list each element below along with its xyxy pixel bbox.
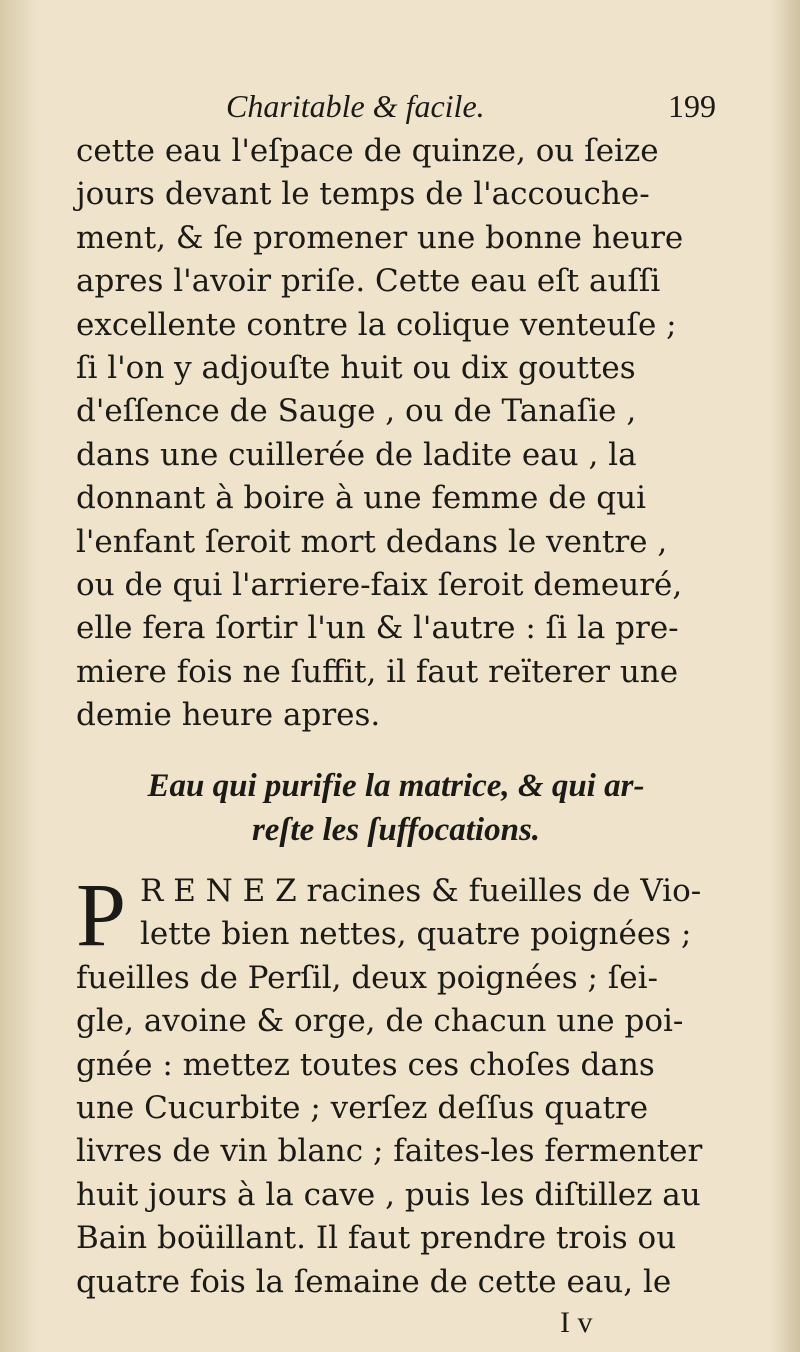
- section-heading-line: reſte les ſuffocations.: [251, 812, 541, 848]
- text-line: R E N E Z racines & fueilles de Vio-: [140, 873, 702, 909]
- text-line: apres l'avoir priſe. Cette eau eſt auſſi: [76, 263, 661, 300]
- text-line: donnant à boire à une femme de qui: [76, 480, 647, 517]
- text-line: elle fera ſortir l'un & l'autre : ſi la pre-: [76, 610, 679, 647]
- running-title: Charitable & facile.: [226, 88, 485, 124]
- section-heading: [76, 764, 716, 852]
- text-line: quatre fois la ſemaine de cette eau, le: [76, 1263, 672, 1300]
- dropcap-block: [76, 866, 716, 965]
- page-header: [76, 88, 716, 132]
- text-line: gnée : mettez toutes ces choſes dans: [76, 1046, 655, 1083]
- text-line: miere fois ne ſuffit, il faut reïterer une: [76, 653, 679, 690]
- recipe-text: [76, 866, 716, 1304]
- text-line: cette eau l'eſpace de quinze, ou ſeize: [76, 133, 659, 169]
- text-line: demie heure apres.: [76, 697, 381, 734]
- page-number: 199: [668, 88, 716, 124]
- text-line: une Cucurbite ; verſez deſſus quatre: [76, 1089, 649, 1126]
- text-line: fueilles de Perſil, deux poignées ; ſei-: [76, 959, 659, 996]
- text-line: ſi l'on y adjouſte huit ou dix gouttes: [76, 349, 636, 386]
- drop-cap: P: [76, 866, 127, 965]
- text-line: dans une cuillerée de ladite eau , la: [76, 436, 637, 473]
- text-line: Bain boüillant. Il faut prendre trois ou: [76, 1220, 677, 1257]
- signature-mark: I v: [560, 1306, 593, 1339]
- body-text: [76, 130, 716, 737]
- text-line: l'enfant ſeroit mort dedans le ventre ,: [76, 523, 668, 560]
- text-line: gle, avoine & orge, de chacun une poi-: [76, 1003, 684, 1040]
- text-line: jours devant le temps de l'accouche-: [76, 176, 650, 213]
- text-line: ou de qui l'arriere-faix ſeroit demeuré,: [76, 566, 683, 603]
- section-heading-line: Eau qui purifie la matrice, & qui ar-: [147, 768, 645, 804]
- text-line: d'eſſence de Sauge , ou de Tanaſie ,: [76, 393, 637, 430]
- text-line: ment, & ſe promener une bonne heure: [76, 219, 684, 256]
- text-line: excellente contre la colique venteuſe ;: [76, 306, 677, 343]
- text-line: huit jours à la cave , puis les diſtillez au: [76, 1176, 701, 1213]
- text-line: lette bien nettes, quatre poignées ;: [140, 916, 692, 953]
- text-line: livres de vin blanc ; faites-les fermenter: [76, 1133, 703, 1170]
